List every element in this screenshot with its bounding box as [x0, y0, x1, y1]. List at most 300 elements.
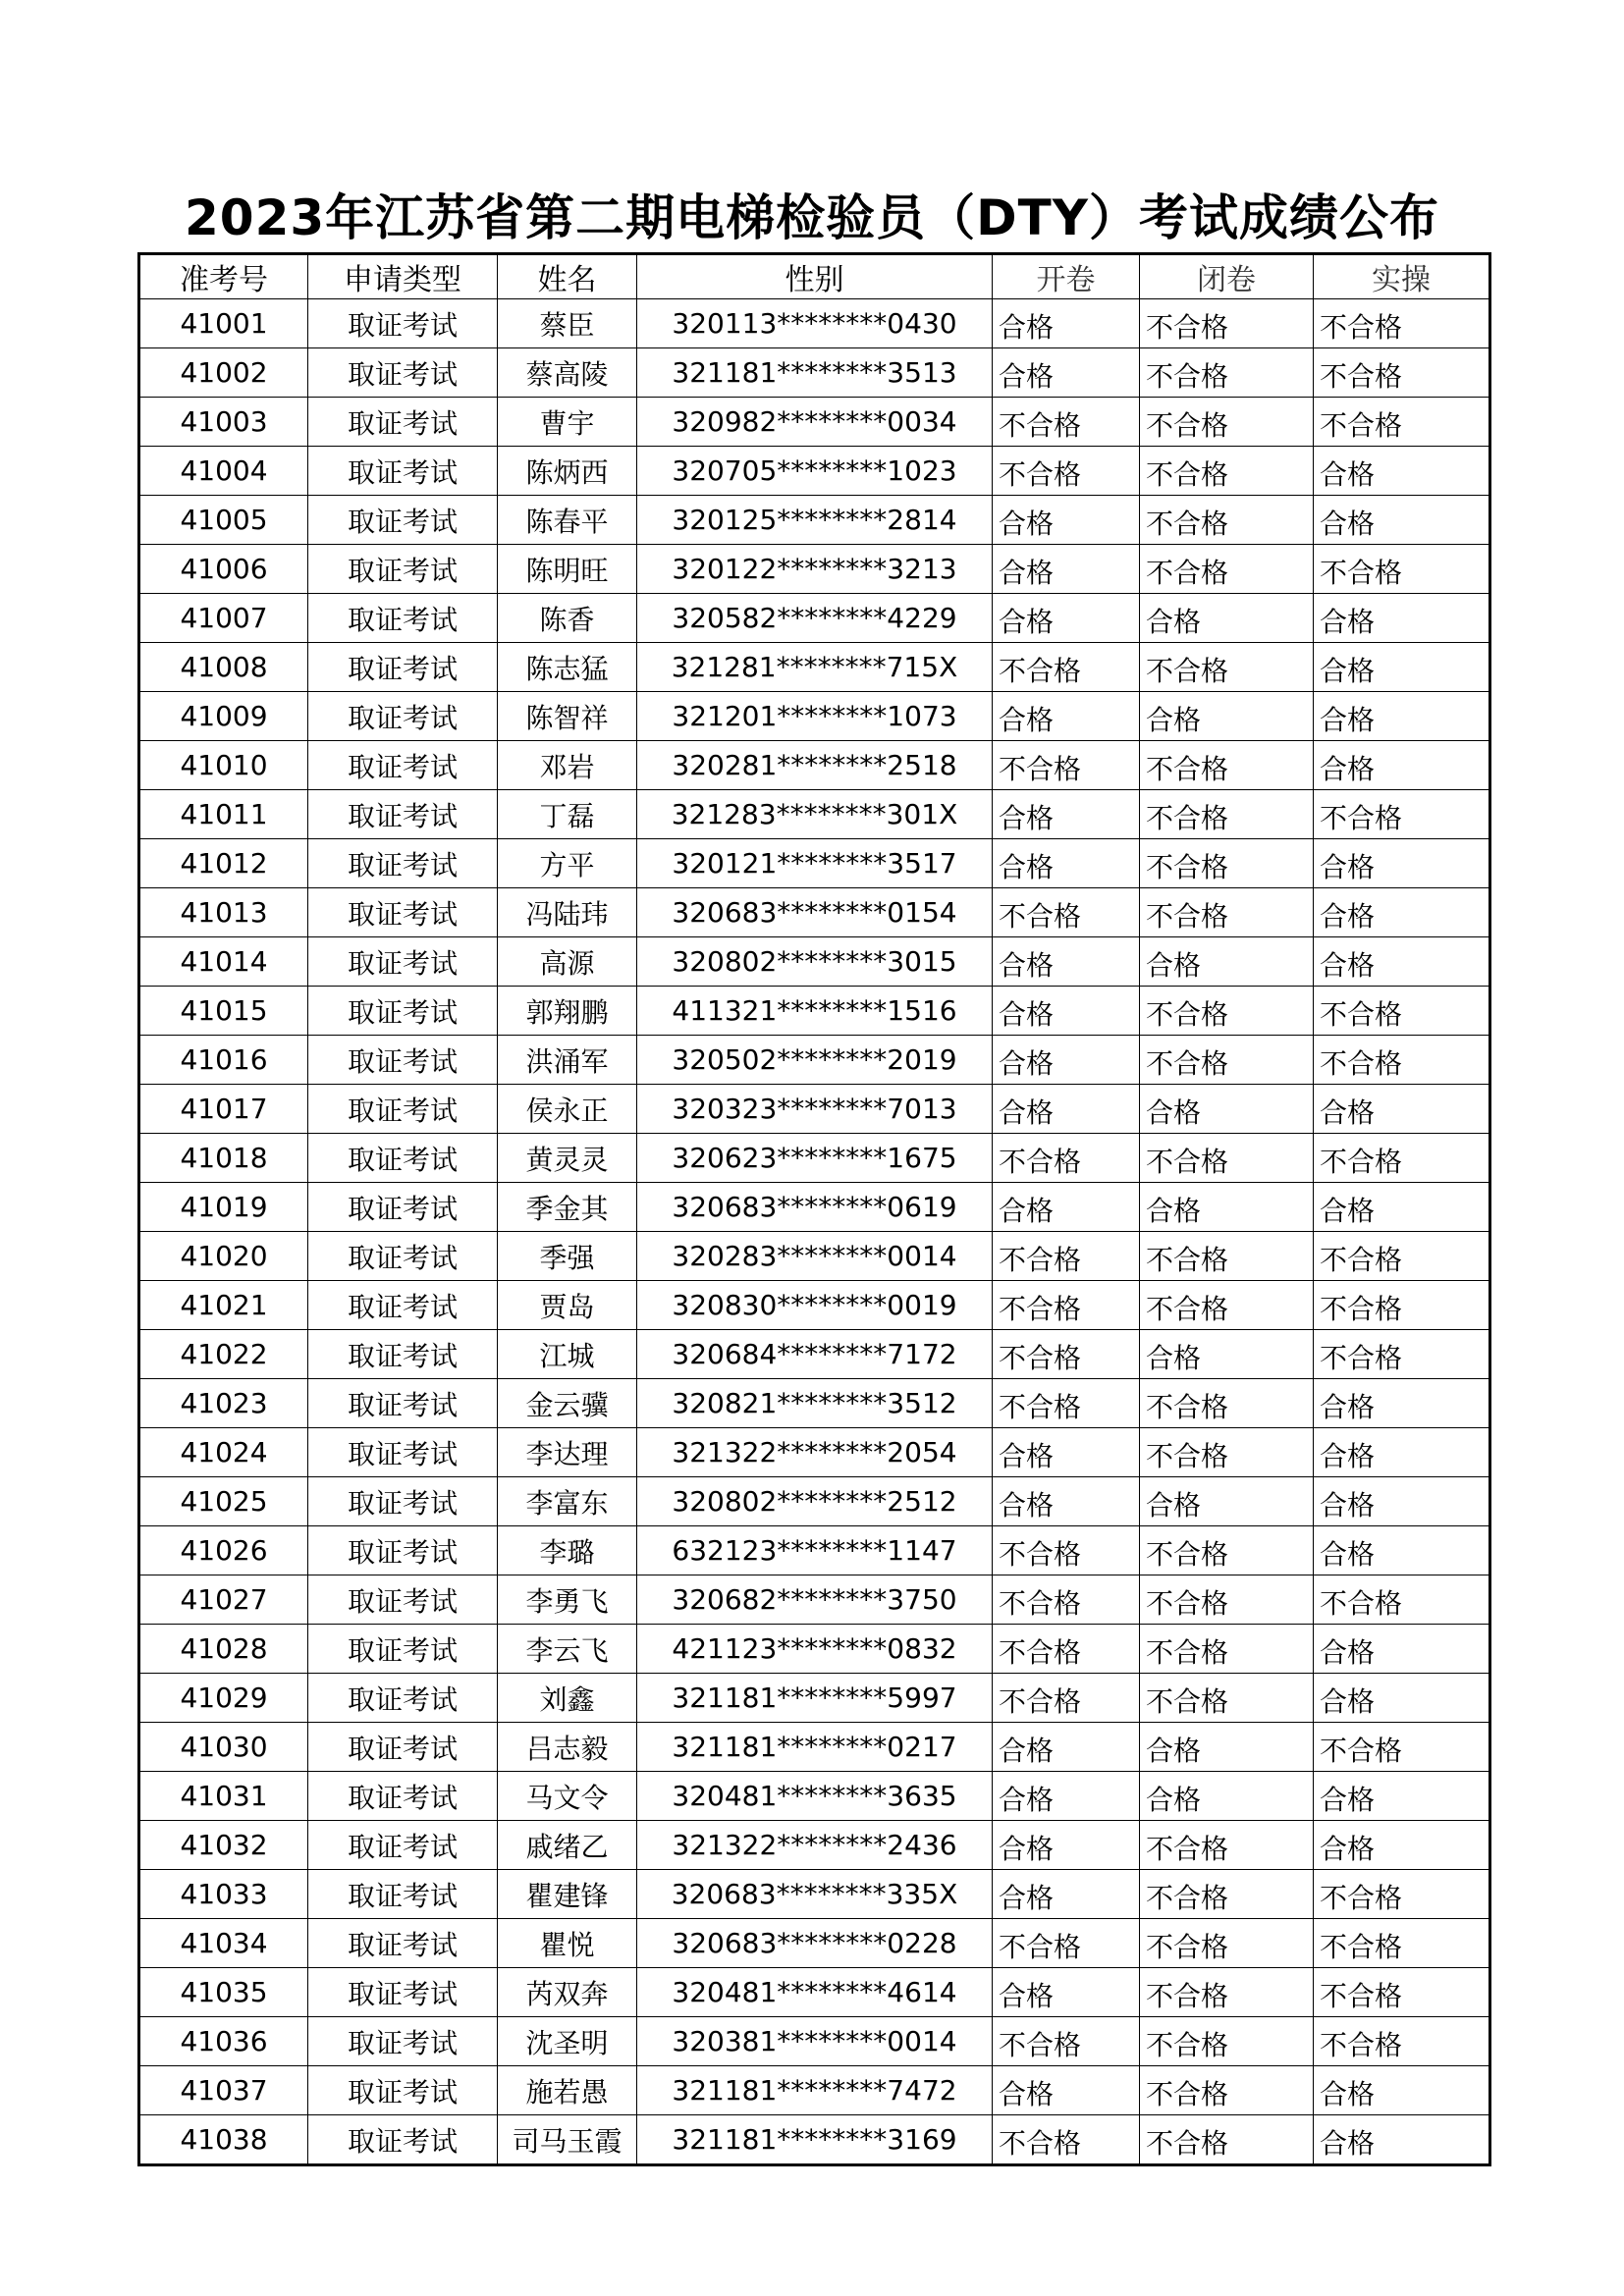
cell-open-book-result: 合格: [993, 692, 1140, 741]
cell-practical-result: 合格: [1314, 2115, 1490, 2165]
cell-open-book-result: 合格: [993, 1183, 1140, 1232]
cell-name: 陈志猛: [498, 643, 637, 692]
cell-closed-book-result: 不合格: [1140, 1575, 1314, 1625]
cell-open-book-result: 合格: [993, 496, 1140, 545]
cell-name: 季强: [498, 1232, 637, 1281]
cell-application-type: 取证考试: [308, 1232, 498, 1281]
cell-id-number: 320684********7172: [637, 1330, 993, 1379]
cell-application-type: 取证考试: [308, 2115, 498, 2165]
cell-application-type: 取证考试: [308, 1723, 498, 1772]
cell-id-number: 321181********5997: [637, 1674, 993, 1723]
cell-closed-book-result: 不合格: [1140, 496, 1314, 545]
cell-practical-result: 合格: [1314, 888, 1490, 937]
cell-application-type: 取证考试: [308, 398, 498, 447]
cell-name: 方平: [498, 839, 637, 888]
cell-open-book-result: 不合格: [993, 643, 1140, 692]
table-row: [139, 398, 1490, 447]
header-cell-open-book: 开卷: [993, 254, 1140, 299]
cell-name: 蔡臣: [498, 299, 637, 348]
cell-name: 陈春平: [498, 496, 637, 545]
cell-name: 李云飞: [498, 1625, 637, 1674]
cell-name: 李达理: [498, 1428, 637, 1477]
cell-name: 黄灵灵: [498, 1134, 637, 1183]
cell-practical-result: 合格: [1314, 1428, 1490, 1477]
table-row: [139, 1919, 1490, 1968]
cell-name: 马文令: [498, 1772, 637, 1821]
table-row: [139, 348, 1490, 398]
cell-open-book-result: 不合格: [993, 1330, 1140, 1379]
cell-id-number: 321322********2054: [637, 1428, 993, 1477]
table-row: [139, 1575, 1490, 1625]
cell-closed-book-result: 不合格: [1140, 1625, 1314, 1674]
cell-application-type: 取证考试: [308, 1330, 498, 1379]
cell-open-book-result: 合格: [993, 2066, 1140, 2115]
cell-practical-result: 不合格: [1314, 1968, 1490, 2017]
cell-id-number: 320481********4614: [637, 1968, 993, 2017]
cell-exam-number: 41033: [139, 1870, 308, 1919]
table-row: [139, 1183, 1490, 1232]
cell-id-number: 320481********3635: [637, 1772, 993, 1821]
cell-open-book-result: 合格: [993, 348, 1140, 398]
cell-closed-book-result: 合格: [1140, 1772, 1314, 1821]
cell-practical-result: 不合格: [1314, 2017, 1490, 2066]
cell-exam-number: 41021: [139, 1281, 308, 1330]
cell-name: 瞿悦: [498, 1919, 637, 1968]
table-row: [139, 643, 1490, 692]
cell-closed-book-result: 合格: [1140, 1085, 1314, 1134]
table-row: [139, 1674, 1490, 1723]
table-row: [139, 741, 1490, 790]
cell-application-type: 取证考试: [308, 299, 498, 348]
cell-id-number: 321322********2436: [637, 1821, 993, 1870]
cell-id-number: 320323********7013: [637, 1085, 993, 1134]
cell-exam-number: 41020: [139, 1232, 308, 1281]
cell-closed-book-result: 不合格: [1140, 348, 1314, 398]
header-cell-application-type: 申请类型: [308, 254, 498, 299]
cell-open-book-result: 合格: [993, 1968, 1140, 2017]
cell-closed-book-result: 不合格: [1140, 839, 1314, 888]
table-row: [139, 839, 1490, 888]
cell-application-type: 取证考试: [308, 937, 498, 987]
cell-practical-result: 合格: [1314, 1183, 1490, 1232]
cell-closed-book-result: 不合格: [1140, 2066, 1314, 2115]
cell-exam-number: 41029: [139, 1674, 308, 1723]
cell-closed-book-result: 不合格: [1140, 299, 1314, 348]
cell-exam-number: 41008: [139, 643, 308, 692]
cell-name: 郭翔鹏: [498, 987, 637, 1036]
cell-exam-number: 41031: [139, 1772, 308, 1821]
cell-id-number: 320381********0014: [637, 2017, 993, 2066]
cell-application-type: 取证考试: [308, 496, 498, 545]
cell-closed-book-result: 合格: [1140, 1723, 1314, 1772]
cell-application-type: 取证考试: [308, 741, 498, 790]
cell-closed-book-result: 不合格: [1140, 398, 1314, 447]
cell-closed-book-result: 不合格: [1140, 741, 1314, 790]
cell-practical-result: 合格: [1314, 643, 1490, 692]
cell-application-type: 取证考试: [308, 1968, 498, 2017]
table-row: [139, 1625, 1490, 1674]
cell-closed-book-result: 不合格: [1140, 1674, 1314, 1723]
cell-open-book-result: 不合格: [993, 1575, 1140, 1625]
cell-name: 陈明旺: [498, 545, 637, 594]
cell-name: 曹宇: [498, 398, 637, 447]
cell-open-book-result: 不合格: [993, 447, 1140, 496]
cell-closed-book-result: 不合格: [1140, 1821, 1314, 1870]
cell-open-book-result: 合格: [993, 1870, 1140, 1919]
cell-open-book-result: 不合格: [993, 1134, 1140, 1183]
cell-practical-result: 不合格: [1314, 1281, 1490, 1330]
cell-exam-number: 41017: [139, 1085, 308, 1134]
cell-application-type: 取证考试: [308, 1625, 498, 1674]
cell-application-type: 取证考试: [308, 1526, 498, 1575]
cell-name: 戚绪乙: [498, 1821, 637, 1870]
cell-practical-result: 合格: [1314, 2066, 1490, 2115]
cell-open-book-result: 合格: [993, 299, 1140, 348]
cell-closed-book-result: 合格: [1140, 1183, 1314, 1232]
cell-id-number: 321181********0217: [637, 1723, 993, 1772]
cell-application-type: 取证考试: [308, 1281, 498, 1330]
cell-application-type: 取证考试: [308, 1036, 498, 1085]
cell-practical-result: 合格: [1314, 692, 1490, 741]
cell-exam-number: 41023: [139, 1379, 308, 1428]
cell-open-book-result: 不合格: [993, 2115, 1140, 2165]
cell-closed-book-result: 不合格: [1140, 1968, 1314, 2017]
table-row: [139, 496, 1490, 545]
cell-name: 贾岛: [498, 1281, 637, 1330]
cell-practical-result: 合格: [1314, 496, 1490, 545]
cell-application-type: 取证考试: [308, 594, 498, 643]
cell-open-book-result: 不合格: [993, 741, 1140, 790]
cell-practical-result: 合格: [1314, 1772, 1490, 1821]
cell-name: 蔡高陵: [498, 348, 637, 398]
cell-name: 陈炳西: [498, 447, 637, 496]
table-row: [139, 1232, 1490, 1281]
cell-application-type: 取证考试: [308, 1477, 498, 1526]
cell-closed-book-result: 不合格: [1140, 1281, 1314, 1330]
cell-closed-book-result: 不合格: [1140, 790, 1314, 839]
cell-open-book-result: 不合格: [993, 2017, 1140, 2066]
header-cell-closed-book: 闭卷: [1140, 254, 1314, 299]
cell-practical-result: 合格: [1314, 937, 1490, 987]
table-row: [139, 1870, 1490, 1919]
cell-exam-number: 41013: [139, 888, 308, 937]
cell-practical-result: 不合格: [1314, 1232, 1490, 1281]
header-cell-exam-number: 准考号: [139, 254, 308, 299]
cell-exam-number: 41027: [139, 1575, 308, 1625]
table-row: [139, 1134, 1490, 1183]
cell-name: 高源: [498, 937, 637, 987]
cell-closed-book-result: 合格: [1140, 937, 1314, 987]
cell-application-type: 取证考试: [308, 1183, 498, 1232]
cell-exam-number: 41007: [139, 594, 308, 643]
cell-application-type: 取证考试: [308, 692, 498, 741]
cell-name: 江城: [498, 1330, 637, 1379]
cell-id-number: 320802********2512: [637, 1477, 993, 1526]
cell-id-number: 320821********3512: [637, 1379, 993, 1428]
cell-id-number: 632123********1147: [637, 1526, 993, 1575]
cell-open-book-result: 不合格: [993, 1526, 1140, 1575]
cell-exam-number: 41019: [139, 1183, 308, 1232]
cell-closed-book-result: 合格: [1140, 1477, 1314, 1526]
cell-closed-book-result: 不合格: [1140, 1919, 1314, 1968]
cell-id-number: 320122********3213: [637, 545, 993, 594]
cell-closed-book-result: 合格: [1140, 1330, 1314, 1379]
cell-practical-result: 合格: [1314, 1674, 1490, 1723]
cell-open-book-result: 不合格: [993, 1674, 1140, 1723]
cell-name: 侯永正: [498, 1085, 637, 1134]
cell-open-book-result: 合格: [993, 937, 1140, 987]
cell-id-number: 320705********1023: [637, 447, 993, 496]
cell-closed-book-result: 合格: [1140, 594, 1314, 643]
cell-practical-result: 合格: [1314, 1526, 1490, 1575]
cell-exam-number: 41001: [139, 299, 308, 348]
cell-closed-book-result: 不合格: [1140, 1526, 1314, 1575]
cell-practical-result: 合格: [1314, 839, 1490, 888]
cell-practical-result: 合格: [1314, 1821, 1490, 1870]
cell-practical-result: 不合格: [1314, 1134, 1490, 1183]
cell-id-number: 320582********4229: [637, 594, 993, 643]
cell-id-number: 320121********3517: [637, 839, 993, 888]
table-row: [139, 2017, 1490, 2066]
cell-exam-number: 41036: [139, 2017, 308, 2066]
cell-practical-result: 不合格: [1314, 398, 1490, 447]
table-row: [139, 987, 1490, 1036]
cell-id-number: 320281********2518: [637, 741, 993, 790]
table-row: [139, 1526, 1490, 1575]
table-row: [139, 1379, 1490, 1428]
cell-closed-book-result: 不合格: [1140, 447, 1314, 496]
cell-id-number: 320982********0034: [637, 398, 993, 447]
cell-name: 陈智祥: [498, 692, 637, 741]
table-row: [139, 594, 1490, 643]
cell-application-type: 取证考试: [308, 1919, 498, 1968]
header-cell-id: 性别: [637, 254, 993, 299]
cell-name: 沈圣明: [498, 2017, 637, 2066]
cell-exam-number: 41012: [139, 839, 308, 888]
table-row: [139, 1281, 1490, 1330]
cell-name: 冯陆玮: [498, 888, 637, 937]
cell-open-book-result: 合格: [993, 1723, 1140, 1772]
cell-exam-number: 41032: [139, 1821, 308, 1870]
cell-exam-number: 41018: [139, 1134, 308, 1183]
cell-name: 芮双奔: [498, 1968, 637, 2017]
cell-closed-book-result: 不合格: [1140, 1134, 1314, 1183]
cell-practical-result: 不合格: [1314, 545, 1490, 594]
cell-application-type: 取证考试: [308, 1134, 498, 1183]
table-row: [139, 937, 1490, 987]
cell-open-book-result: 合格: [993, 1428, 1140, 1477]
cell-name: 司马玉霞: [498, 2115, 637, 2165]
cell-application-type: 取证考试: [308, 1870, 498, 1919]
cell-name: 季金其: [498, 1183, 637, 1232]
cell-closed-book-result: 不合格: [1140, 987, 1314, 1036]
cell-practical-result: 不合格: [1314, 790, 1490, 839]
cell-open-book-result: 合格: [993, 545, 1140, 594]
cell-application-type: 取证考试: [308, 2017, 498, 2066]
cell-practical-result: 合格: [1314, 741, 1490, 790]
cell-practical-result: 不合格: [1314, 348, 1490, 398]
cell-closed-book-result: 不合格: [1140, 643, 1314, 692]
table-row: [139, 545, 1490, 594]
cell-id-number: 320683********0154: [637, 888, 993, 937]
table-row: [139, 1968, 1490, 2017]
table-row: [139, 1085, 1490, 1134]
cell-id-number: 320125********2814: [637, 496, 993, 545]
cell-id-number: 320683********0619: [637, 1183, 993, 1232]
cell-id-number: 411321********1516: [637, 987, 993, 1036]
cell-name: 李富东: [498, 1477, 637, 1526]
cell-open-book-result: 合格: [993, 594, 1140, 643]
cell-application-type: 取证考试: [308, 1575, 498, 1625]
cell-id-number: 321181********3513: [637, 348, 993, 398]
cell-exam-number: 41003: [139, 398, 308, 447]
cell-name: 陈香: [498, 594, 637, 643]
cell-id-number: 321281********715X: [637, 643, 993, 692]
cell-id-number: 321283********301X: [637, 790, 993, 839]
cell-open-book-result: 合格: [993, 1036, 1140, 1085]
table-row: [139, 1772, 1490, 1821]
cell-name: 吕志毅: [498, 1723, 637, 1772]
cell-exam-number: 41009: [139, 692, 308, 741]
cell-exam-number: 41035: [139, 1968, 308, 2017]
table-row: [139, 790, 1490, 839]
table-row: [139, 888, 1490, 937]
cell-open-book-result: 合格: [993, 790, 1140, 839]
cell-open-book-result: 合格: [993, 1477, 1140, 1526]
cell-open-book-result: 不合格: [993, 1625, 1140, 1674]
cell-id-number: 321201********1073: [637, 692, 993, 741]
table-body: [139, 299, 1490, 2165]
cell-practical-result: 合格: [1314, 447, 1490, 496]
cell-name: 瞿建锋: [498, 1870, 637, 1919]
cell-open-book-result: 不合格: [993, 1379, 1140, 1428]
cell-application-type: 取证考试: [308, 1428, 498, 1477]
cell-application-type: 取证考试: [308, 987, 498, 1036]
cell-application-type: 取证考试: [308, 839, 498, 888]
cell-closed-book-result: 不合格: [1140, 2115, 1314, 2165]
cell-application-type: 取证考试: [308, 1379, 498, 1428]
cell-closed-book-result: 不合格: [1140, 1428, 1314, 1477]
cell-id-number: 320283********0014: [637, 1232, 993, 1281]
cell-id-number: 320683********0228: [637, 1919, 993, 1968]
cell-name: 施若愚: [498, 2066, 637, 2115]
cell-open-book-result: 合格: [993, 1821, 1140, 1870]
cell-exam-number: 41025: [139, 1477, 308, 1526]
cell-open-book-result: 合格: [993, 987, 1140, 1036]
cell-closed-book-result: 不合格: [1140, 545, 1314, 594]
cell-practical-result: 合格: [1314, 594, 1490, 643]
cell-id-number: 320683********335X: [637, 1870, 993, 1919]
cell-exam-number: 41030: [139, 1723, 308, 1772]
cell-practical-result: 不合格: [1314, 987, 1490, 1036]
cell-exam-number: 41010: [139, 741, 308, 790]
cell-name: 金云骥: [498, 1379, 637, 1428]
cell-practical-result: 不合格: [1314, 1575, 1490, 1625]
cell-open-book-result: 不合格: [993, 888, 1140, 937]
cell-application-type: 取证考试: [308, 545, 498, 594]
table-row: [139, 1330, 1490, 1379]
table-row: [139, 447, 1490, 496]
cell-practical-result: 不合格: [1314, 1036, 1490, 1085]
cell-practical-result: 合格: [1314, 1085, 1490, 1134]
cell-name: 李勇飞: [498, 1575, 637, 1625]
cell-application-type: 取证考试: [308, 2066, 498, 2115]
cell-application-type: 取证考试: [308, 348, 498, 398]
cell-id-number: 321181********7472: [637, 2066, 993, 2115]
cell-exam-number: 41028: [139, 1625, 308, 1674]
cell-open-book-result: 不合格: [993, 1281, 1140, 1330]
cell-name: 丁磊: [498, 790, 637, 839]
cell-name: 李璐: [498, 1526, 637, 1575]
cell-practical-result: 不合格: [1314, 1919, 1490, 1968]
header-row: [139, 254, 1490, 299]
table-row: [139, 1036, 1490, 1085]
cell-closed-book-result: 不合格: [1140, 1036, 1314, 1085]
cell-id-number: 321181********3169: [637, 2115, 993, 2165]
table-row: [139, 2115, 1490, 2165]
cell-id-number: 320113********0430: [637, 299, 993, 348]
cell-exam-number: 41038: [139, 2115, 308, 2165]
cell-exam-number: 41014: [139, 937, 308, 987]
cell-open-book-result: 不合格: [993, 1919, 1140, 1968]
cell-practical-result: 合格: [1314, 1477, 1490, 1526]
cell-practical-result: 不合格: [1314, 1723, 1490, 1772]
cell-application-type: 取证考试: [308, 447, 498, 496]
cell-id-number: 320623********1675: [637, 1134, 993, 1183]
results-table: [137, 252, 1491, 2166]
cell-open-book-result: 合格: [993, 1772, 1140, 1821]
cell-name: 邓岩: [498, 741, 637, 790]
cell-exam-number: 41026: [139, 1526, 308, 1575]
cell-id-number: 320682********3750: [637, 1575, 993, 1625]
cell-practical-result: 合格: [1314, 1625, 1490, 1674]
cell-id-number: 320830********0019: [637, 1281, 993, 1330]
cell-exam-number: 41002: [139, 348, 308, 398]
cell-application-type: 取证考试: [308, 1821, 498, 1870]
cell-name: 洪涌军: [498, 1036, 637, 1085]
cell-exam-number: 41034: [139, 1919, 308, 1968]
cell-closed-book-result: 合格: [1140, 692, 1314, 741]
header-cell-practical: 实操: [1314, 254, 1490, 299]
cell-exam-number: 41006: [139, 545, 308, 594]
cell-exam-number: 41004: [139, 447, 308, 496]
cell-open-book-result: 合格: [993, 1085, 1140, 1134]
cell-application-type: 取证考试: [308, 790, 498, 839]
table-row: [139, 1723, 1490, 1772]
cell-exam-number: 41022: [139, 1330, 308, 1379]
cell-application-type: 取证考试: [308, 643, 498, 692]
cell-exam-number: 41024: [139, 1428, 308, 1477]
cell-closed-book-result: 不合格: [1140, 1379, 1314, 1428]
cell-open-book-result: 不合格: [993, 398, 1140, 447]
cell-name: 刘鑫: [498, 1674, 637, 1723]
table-row: [139, 692, 1490, 741]
header-cell-name: 姓名: [498, 254, 637, 299]
cell-practical-result: 不合格: [1314, 1330, 1490, 1379]
cell-practical-result: 不合格: [1314, 299, 1490, 348]
cell-application-type: 取证考试: [308, 1772, 498, 1821]
cell-id-number: 320802********3015: [637, 937, 993, 987]
table-row: [139, 1821, 1490, 1870]
cell-application-type: 取证考试: [308, 1085, 498, 1134]
table-row: [139, 1477, 1490, 1526]
cell-open-book-result: 合格: [993, 839, 1140, 888]
cell-application-type: 取证考试: [308, 1674, 498, 1723]
cell-closed-book-result: 不合格: [1140, 1232, 1314, 1281]
cell-id-number: 320502********2019: [637, 1036, 993, 1085]
cell-exam-number: 41016: [139, 1036, 308, 1085]
table-row: [139, 2066, 1490, 2115]
